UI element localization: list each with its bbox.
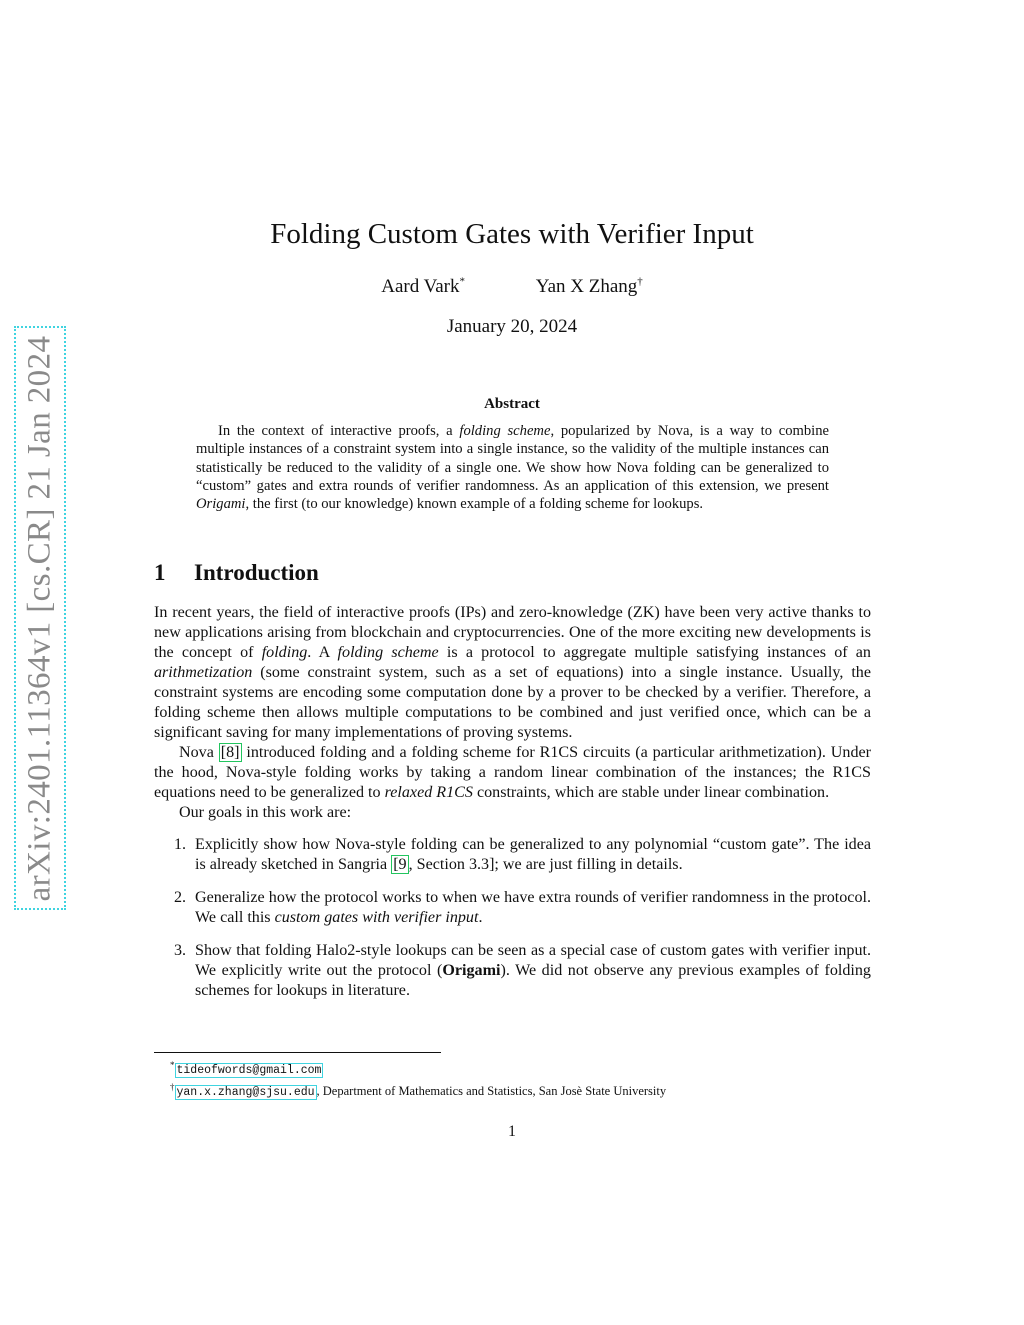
paper-title: Folding Custom Gates with Verifier Input (270, 218, 754, 250)
introduction-body (154, 603, 871, 1014)
paragraph: Our goals in this work are: (179, 804, 352, 821)
goals-list (154, 835, 871, 1001)
author-2: Yan X Zhang† (535, 276, 643, 298)
footnote-2: † yan.x.zhang@sjsu.edu , Department of Mathematics and Statistics, San Josè State University (170, 1082, 667, 1100)
footnote-divider (154, 1052, 441, 1053)
email-link[interactable]: tideofwords@gmail.com (176, 1064, 322, 1078)
abstract-heading: Abstract (484, 396, 540, 412)
author-list (0, 276, 1024, 298)
arxiv-stamp[interactable] (18, 330, 62, 906)
citation-link[interactable]: [9 (393, 856, 407, 873)
paper-date: January 20, 2024 (446, 316, 578, 337)
citation-link[interactable]: [8] (220, 744, 240, 761)
list-item: 3. Show that folding Halo2-style lookups can be seen as a special case of custom gates with verifier input. We explicitly write out the protocol (Origami). We did not observe any previous examples of folding schemes for lookups in literature. (174, 942, 871, 999)
paragraph: In recent years, the field of interactive proofs (IPs) and zero-knowledge (ZK) have been very active thanks to new applications arising from blockchain and cryptocurrencies. One of the more exciting new developments is the concept of folding. A folding scheme is a protocol to aggregate multiple satisfying instances of an arithmetization (some constraint system, such as a set of equations) into a single instance. Usually, the constraint systems are encoding some computation done by a prover to be checked by a verifier. Therefore, a folding scheme then allows multiple computations to be combined and just verified once, which can be a significant saving for many implementations of proving systems. (154, 604, 871, 741)
author-2-footnote-mark[interactable]: † (637, 276, 643, 288)
page-number: 1 (508, 1123, 516, 1140)
list-item: 2. Generalize how the protocol works to when we have extra rounds of verifier randomness in the protocol. We call this custom gates with verifier input. (174, 889, 871, 926)
arxiv-stamp-text: arXiv:2401.11364v1 [cs.CR] 21 Jan 2024 (21, 335, 58, 901)
footnote-1: * tideofwords@gmail.com (170, 1060, 322, 1078)
section-heading-introduction: 1 Introduction (154, 560, 319, 585)
paragraph: Nova [8] introduced folding and a folding scheme for R1CS circuits (a particular arithmetization). Under the hood, Nova-style folding works by taking a random linear combination of the instances; the R1CS equations need to be generalized to relaxed R1CS constraints, which are stable under linear combination. (154, 744, 871, 801)
email-link[interactable]: yan.x.zhang@sjsu.edu (176, 1086, 315, 1100)
author-1: Aard Vark* (381, 276, 465, 298)
list-item: 1. Explicitly show how Nova-style folding can be generalized to any polynomial “custom gate”. The idea is already sketched in Sangria [9 , Section 3.3]; we are just filling in details. (174, 836, 871, 873)
author-1-footnote-mark[interactable]: * (459, 276, 465, 288)
abstract-text: In the context of interactive proofs, a folding scheme, popularized by Nova, is a way to combine multiple instances of a constraint system into a single instance, so the validity of the multiple instances can statistically be reduced to the validity of a single one. We show how Nova folding can be generalized to “custom” gates and extra rounds of verifier randomness. As an application of this extension, we present Origami, the first (to our knowledge) known example of a folding scheme for lookups. (196, 423, 830, 513)
footnotes (170, 1057, 666, 1101)
